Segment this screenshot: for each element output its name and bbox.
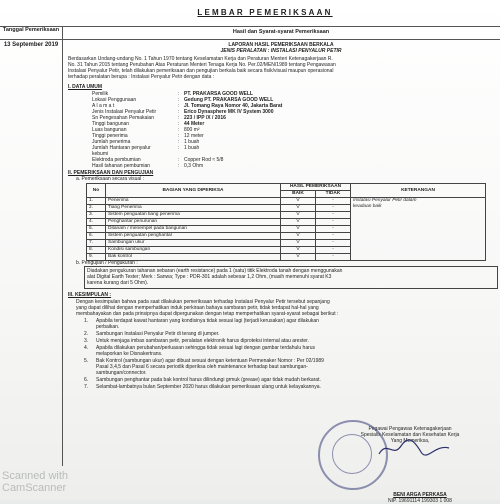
signatory-nip: NIP. 19691114 199303 1 008 <box>388 498 452 504</box>
general-data-value: 12 meter <box>184 133 204 139</box>
frame-top-rule <box>0 26 500 27</box>
cell-bad: - <box>316 233 351 240</box>
general-data-value: 44 Meter <box>184 121 205 127</box>
general-data-key: Lokasi Penggunaan <box>92 97 137 103</box>
general-data-value: 1 buah <box>184 145 200 151</box>
note-line: keadaan baik <box>353 204 382 209</box>
cell-good: V <box>281 226 316 233</box>
cell-part: Sistem penguatan penghantar <box>106 233 281 240</box>
general-data-colon: : <box>178 139 180 145</box>
cell-part: Bak kontrol <box>106 254 281 261</box>
intro-line: terhadap peralatan berupa : Instalasi Penyalur Petir dengan data : <box>68 74 215 80</box>
intro-line: Instalasi Penyalur Petir, telah dilakukan pemeriksaan dan pengujian berkala baik secara fisik/visual maupun operasional <box>68 68 334 74</box>
general-data-value: Copper Rod ≈ 5/8 <box>184 157 224 163</box>
general-data-colon: : <box>178 103 180 109</box>
cell-part: Sistem penguatan tiang penerima <box>106 212 281 219</box>
general-data-key: Jumlah Hantaran penyalur <box>92 145 151 151</box>
cell-good: V <box>281 198 316 205</box>
general-data-key: Tinggi bangunan <box>92 121 130 127</box>
testing-subtitle: b. Pengujian / Pengukuran : <box>76 260 138 266</box>
cell-no: 7. <box>87 240 106 247</box>
signature-scribble <box>375 438 455 460</box>
conclusion-item-number: 5. <box>84 357 89 364</box>
general-data-value: Erico Dynasphere MK IV System 3000 <box>184 109 274 115</box>
cell-no: 8. <box>87 247 106 254</box>
conclusion-item-text: perbaikan. <box>96 324 120 331</box>
cell-no: 3. <box>87 212 106 219</box>
signature-role-line: Spesialis Keselamatan dan Kesehatan Kerja <box>360 432 460 438</box>
conclusion-item-text: Apabila terdapat kawat hantaran yang kondisinya tidak sesuai lagi (terjadi kerusakan) agar dilakukan <box>96 318 319 324</box>
document-title: LEMBAR PEMERIKSAAN <box>197 8 333 17</box>
general-data-key: Jenis Instalasi Penyalur Petir <box>92 109 157 115</box>
conclusion-item-number: 3. <box>84 337 89 344</box>
general-data-colon: : <box>178 109 180 115</box>
cell-part: Penghantar penurunan <box>106 219 281 226</box>
col-header-result: HASIL PEMERIKSAAN <box>281 184 351 191</box>
table-row <box>87 198 486 205</box>
conclusion-item-text: Bak Kontrol (sambungan ukur) agar dibuat sesuai dengan ketentuan Permenaker Nomor : Per 02/1989 <box>96 357 324 364</box>
signature-role-line: Yang Memeriksa, <box>390 438 430 444</box>
date-column-heading: Tanggal Pemeriksaan <box>2 27 60 33</box>
general-data-key: A l a m a t <box>92 103 115 109</box>
scanner-watermark <box>2 470 68 494</box>
general-data-value: PT. PRAKARSA GOOD WELL <box>184 91 253 97</box>
testing-line: karena kurang dari 5 Ohm). <box>87 280 149 286</box>
watermark-line: Scanned with <box>2 470 69 482</box>
cell-good: V <box>281 254 316 261</box>
cell-bad: - <box>316 212 351 219</box>
cell-no: 6. <box>87 233 106 240</box>
cell-no: 5. <box>87 226 106 233</box>
conclusion-item-text: melaporkan ke Disnakertrans. <box>96 350 163 357</box>
general-data-colon: : <box>178 91 180 97</box>
cell-part: Tiang Penerima <box>106 205 281 212</box>
cell-part: Ditanam / menempel pada bangunan <box>106 226 281 233</box>
conclusion-item-number: 7. <box>84 383 89 390</box>
cell-bad: - <box>316 226 351 233</box>
watermark-line: CamScanner <box>2 482 67 494</box>
intro-line: Berdasarkan Undang-undang No. 1 Tahun 1970 tentang Keselamatan Kerja dan Peraturan Menteri Ketenagakerjaan R. <box>68 56 333 62</box>
conclusion-intro: membahayakan dan pada prinsipnya dapat dipergunakan dengan tetap memperhatikan syarat-syarat sebagai berikut : <box>76 311 339 317</box>
col-header-note: KETERANGAN <box>351 184 486 198</box>
cell-good: V <box>281 240 316 247</box>
signatory-name: BENI ARGA PERKASA <box>393 492 447 498</box>
general-data-key: Hasil tahanan pembumian <box>92 163 151 169</box>
cell-bad: - <box>316 205 351 212</box>
general-data-key: Sn Pengesahan Pemakaian <box>92 115 154 121</box>
cell-no: 4. <box>87 219 106 226</box>
section-inspection-title: II. PEMERIKSAAN DAN PENGUJIAN <box>68 170 154 176</box>
general-data-value: Jl. Tomang Raya Nomor 40, Jakarta Barat <box>184 103 283 109</box>
general-data-colon: : <box>178 115 180 121</box>
conclusion-item-number: 1. <box>84 318 89 324</box>
conclusion-item-number: 4. <box>84 344 89 351</box>
general-data-value: 800 m² <box>184 127 200 133</box>
visual-inspection-subtitle: a. Pemeriksaan secara visual : <box>76 176 145 182</box>
signature-role-line: Pegawai Pengawas Ketenagakerjaan <box>368 426 452 432</box>
stamp-emblem <box>332 434 372 474</box>
left-column <box>0 26 63 466</box>
general-data-value: Gedung PT. PRAKARSA GOOD WELL <box>184 97 274 103</box>
section-data-umum-title: I. DATA UMUM <box>68 84 103 90</box>
conclusion-intro: Dengan kesimpulan bahwa pada saat dilakukan pemeriksaan terhadap Instalasi Penyalur Petir tersebut sepanjang <box>76 299 330 305</box>
conclusion-item-text: Pasal 3,4,5 dan Pasal 6 secara periodik diperiksa oleh maintenance terhadap baut sambungan- <box>96 363 308 370</box>
general-data-key: Tinggi penerima <box>92 133 128 139</box>
frame-header-rule <box>0 39 500 40</box>
cell-bad: - <box>316 219 351 226</box>
col-header-good: BAIK <box>281 191 316 198</box>
col-header-bad: TIDAK <box>316 191 351 198</box>
cell-good: V <box>281 219 316 226</box>
results-column-heading: Hasil dan Syarat-syarat Pemeriksaan <box>232 29 330 35</box>
note-line: Instalasi Penyalur Petir dalam <box>353 198 417 203</box>
general-data-colon: : <box>178 97 180 103</box>
conclusion-item-number: 6. <box>84 376 89 383</box>
section-conclusion-title: III. KESIMPULAN : <box>68 292 112 298</box>
general-data-key: kebumi <box>92 151 109 157</box>
general-data-row <box>92 163 472 169</box>
cell-good: V <box>281 212 316 219</box>
conclusion-item-text: Apabila dilakukan perubahan/perluasan sehingga tidak sesuai lagi dengan gambar terdahulu harus <box>96 344 316 351</box>
inspection-date: 13 September 2019 <box>3 42 59 48</box>
general-data-colon: : <box>178 145 180 151</box>
cell-note <box>351 198 486 261</box>
general-data-key: Elektroda pembumian <box>92 157 141 163</box>
col-header-no: No <box>87 184 106 198</box>
general-data-colon: : <box>178 157 180 163</box>
conclusion-intro: yang dapat dilihat dengan memperhatikan induk perkiraan bahaya sambaran petir, tidak terdapat hal-hal yang <box>76 305 319 311</box>
col-header-part: BAGIAN YANG DIPERIKSA <box>106 184 281 198</box>
report-equipment-type: JENIS PERALATAN : INSTALASI PENYALUR PETIR <box>220 48 342 54</box>
cell-part: Penerima <box>106 198 281 205</box>
testing-line: Diadakan pengukuran tahanan sebaran (earth resistance) pada 1 (satu) titik Elektroda tanah dengan menggunakan <box>87 268 343 274</box>
cell-bad: - <box>316 247 351 254</box>
general-data-value: 0,3 Ohm <box>184 163 204 169</box>
conclusion-item-text: Selambat-lambatnya bulan September 2020 harus dilakukan pemeriksaan ulang untuk kelayakannya. <box>96 383 321 390</box>
cell-bad: - <box>316 198 351 205</box>
testing-line: alat Digital Earth Tester; Merk : Sanwa; Type : PDR-301 adalah sebesar 1,2 Ohm, (masih memenuhi syarat K3 <box>87 274 332 280</box>
general-data-colon: : <box>178 127 180 133</box>
cell-good: V <box>281 247 316 254</box>
testing-box <box>84 266 498 289</box>
intro-line: No. 31 Tahun 2015 tentang Perubahan Atas Peraturan Menteri Tenaga Kerja No. Per.02/MEN/1989 tentang Pengawasan <box>68 62 336 68</box>
conclusion-item-text: Sambungan penghantar pada bak kontrol harus dilindungi grmuk (grease) agar tidak mudah berkarat. <box>96 376 321 383</box>
conclusion-item-text: Untuk menjaga imbas sambaran petir, peralatan elektronik harus diproteksi internal atau arester. <box>96 337 309 344</box>
conclusion-item-number: 2. <box>84 331 89 337</box>
general-data-key: Jumlah penerima <box>92 139 131 145</box>
cell-no: 9. <box>87 254 106 261</box>
cell-no: 2. <box>87 205 106 212</box>
general-data-key: Pemilik <box>92 91 109 97</box>
cell-part: Kondisi sambungan <box>106 247 281 254</box>
general-data-key: Luas bangunan <box>92 127 127 133</box>
cell-part: Sambungan ukur <box>106 240 281 247</box>
general-data-value: 223 / IPP /X / 2016 <box>184 115 226 121</box>
cell-good: V <box>281 205 316 212</box>
report-title: LAPORAN HASIL PEMERIKSAAN BERKALA <box>228 42 334 48</box>
cell-bad: - <box>316 240 351 247</box>
general-data-colon: : <box>178 133 180 139</box>
inspection-table <box>86 183 486 261</box>
general-data-colon: : <box>178 163 180 169</box>
cell-no: 1. <box>87 198 106 205</box>
cell-bad: - <box>316 254 351 261</box>
cell-good: V <box>281 233 316 240</box>
general-data-colon: : <box>178 121 180 127</box>
conclusion-item-text: Sambungan Instalasi Penyalur Petir di terang di jumper. <box>96 331 220 337</box>
conclusion-item-text: sambungan/connector. <box>96 370 147 376</box>
general-data-value: 1 buah <box>184 139 200 145</box>
